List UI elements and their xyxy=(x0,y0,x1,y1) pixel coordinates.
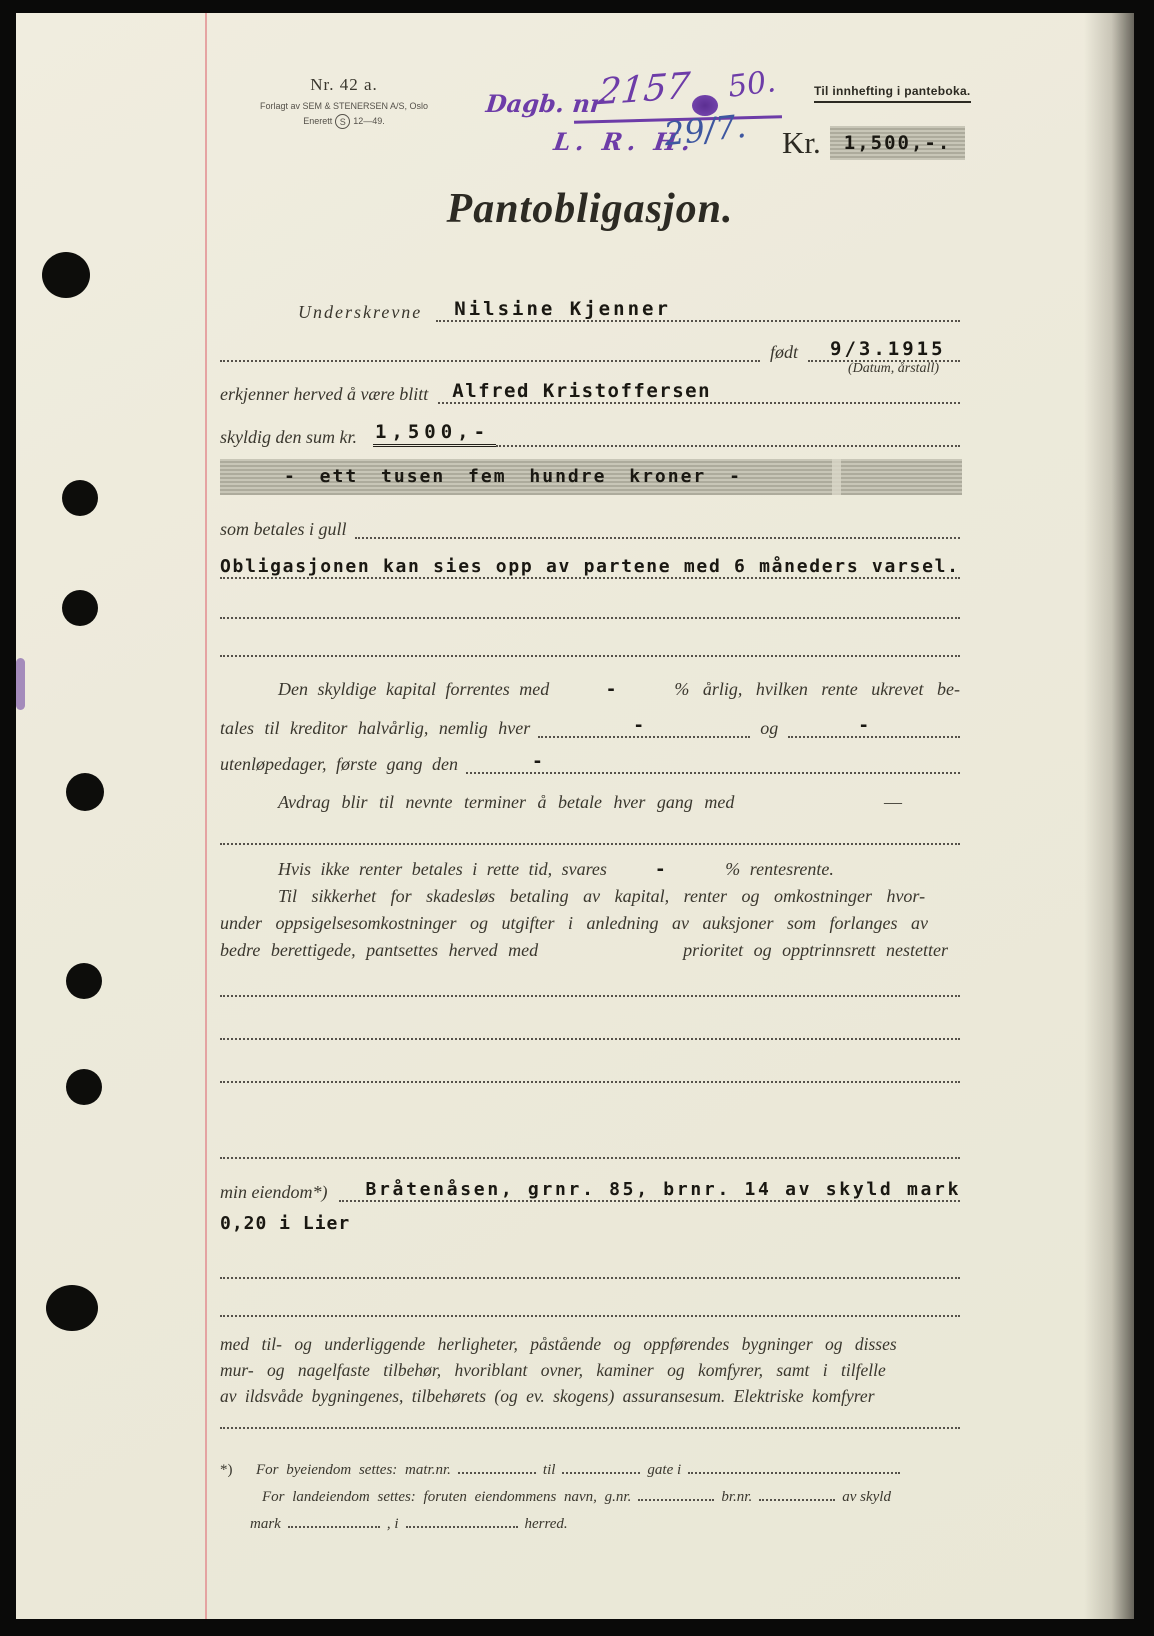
document-title: Pantobligasjon. xyxy=(446,186,734,232)
termination-field xyxy=(220,558,960,579)
typed-dash: - xyxy=(531,751,545,773)
blank-line xyxy=(220,655,960,657)
footnote-text: til xyxy=(542,1462,556,1478)
born-label: født xyxy=(770,341,799,362)
footnote-text: av skyld xyxy=(842,1489,891,1505)
punch-hole xyxy=(42,252,90,298)
debtor-name-field xyxy=(436,300,960,322)
amount-words-band xyxy=(220,459,962,495)
typed-dash: - xyxy=(605,679,619,700)
security-line-1 xyxy=(220,886,960,906)
blank-line xyxy=(220,1277,960,1279)
blank-line xyxy=(220,1081,960,1083)
daybook-year-handwritten: 50. xyxy=(726,64,778,105)
footnote-text: herred. xyxy=(524,1516,568,1532)
term-field xyxy=(538,717,750,738)
gold-clause-label: som betales i gull xyxy=(220,518,347,539)
property-field xyxy=(339,1181,960,1202)
blank-gap xyxy=(638,1488,714,1501)
property-row xyxy=(220,1170,960,1202)
daybook-number-handwritten: 2157 xyxy=(595,65,692,114)
acknowledge-label: erkjenner herved å være blitt xyxy=(220,383,429,404)
blank-gap xyxy=(406,1515,518,1528)
footnote-text: , i xyxy=(386,1516,399,1532)
appurtenance-text: mur- og nagelfaste tilbehør, hvoriblant ovner, kaminer og komfyrer, samt i tilfelle xyxy=(220,1360,886,1380)
creditor-name-field xyxy=(438,382,960,404)
sum-row xyxy=(220,415,960,447)
punch-hole xyxy=(62,480,98,516)
security-text: prioritet og opptrinnsrett nestetter xyxy=(683,940,948,960)
publisher-enerett: Enerett xyxy=(303,115,333,126)
birthdate-row xyxy=(220,330,960,362)
gold-clause-row xyxy=(220,507,960,539)
appurtenance-line-1 xyxy=(220,1335,960,1355)
debtor-name-value: Nilsine Kjenner xyxy=(454,298,671,321)
appurtenance-line-2 xyxy=(220,1361,960,1381)
interest-line-3 xyxy=(220,742,960,774)
interest-text: Den skyldige kapital forrentes med xyxy=(278,679,550,699)
birthdate-hint: (Datum, årstall) xyxy=(848,361,939,376)
blank-gap xyxy=(562,1461,640,1474)
blank-line xyxy=(220,995,960,997)
security-text: Til sikkerhet for skadesløs betaling av kapital, renter og omkostninger hvor- xyxy=(278,886,926,906)
blank-line xyxy=(220,1157,960,1159)
footnote-text: For landeiendom settes: foruten eiendommens navn, g.nr. xyxy=(262,1489,632,1505)
termination-row xyxy=(220,547,960,579)
debtor-row xyxy=(220,290,960,322)
interest-line-1 xyxy=(220,679,960,700)
footnote-text: br.nr. xyxy=(721,1489,753,1505)
publisher-edition-code: 12—49. xyxy=(353,115,385,126)
form-number: Nr. 42 a. xyxy=(310,75,378,94)
property-entry: 0,20 i Lier xyxy=(220,1213,351,1234)
footnote-line-rural xyxy=(262,1488,965,1515)
appurtenance-text: av ildsvåde bygningenes, tilbehørets (og ev. skogens) assuransesum. Elektriske komfyrer xyxy=(220,1386,875,1406)
footnote-block xyxy=(220,1461,965,1542)
security-line-3 xyxy=(220,940,960,960)
punch-hole xyxy=(62,590,98,626)
typed-dash: - xyxy=(858,715,871,737)
punch-hole xyxy=(66,773,104,811)
footnote-text: gate i xyxy=(647,1462,682,1478)
footnote-marker: *) xyxy=(220,1462,233,1478)
blank-field xyxy=(355,537,961,539)
appurtenance-line-3 xyxy=(220,1387,960,1407)
property-label: min eiendom*) xyxy=(220,1181,328,1202)
blank-gap xyxy=(288,1515,380,1528)
security-line-2 xyxy=(220,913,960,933)
amount-label: Kr. xyxy=(782,125,821,160)
publisher-line: Forlagt av SEM & STENERSEN A/S, Oslo xyxy=(259,101,429,111)
sum-label: skyldig den sum kr. xyxy=(220,426,357,447)
publisher-block xyxy=(244,75,444,129)
footnote-text: mark xyxy=(250,1516,281,1532)
term-field xyxy=(788,717,960,738)
underskrevne-label: Underskrevne xyxy=(298,301,423,322)
og-label: og xyxy=(760,717,779,738)
document-page xyxy=(16,13,1134,1619)
creditor-row xyxy=(220,372,960,404)
date-handwritten: 29/7. xyxy=(662,106,748,154)
security-text: bedre berettigede, pantsettes herved med xyxy=(220,940,539,960)
appurtenance-text: med til- og underliggende herligheter, påstående og oppførendes bygninger og disses xyxy=(220,1334,897,1354)
blank-gap xyxy=(759,1488,835,1501)
footnote-line-city xyxy=(220,1461,965,1488)
blank-line xyxy=(220,1038,960,1040)
termination-clause: Obligasjonen kan sies opp av partene med 6 måneders varsel. xyxy=(220,556,960,578)
penalty-text: Hvis ikke renter betales i rette tid, svares xyxy=(278,859,607,879)
binding-note: Til innhefting i panteboka. xyxy=(814,84,971,103)
footnote-text: For byeiendom settes: matr.nr. xyxy=(256,1462,451,1478)
daybook-stamp-label: Dagb. nr xyxy=(484,89,605,118)
interest-text: % årlig, hvilken rente ukrevet be- xyxy=(674,679,960,699)
ink-smudge xyxy=(16,658,25,710)
creditor-name-value: Alfred Kristoffersen xyxy=(452,380,712,403)
amount-value: 1,500,-. xyxy=(830,126,966,160)
daybook-stamp xyxy=(482,64,812,183)
punch-hole xyxy=(66,963,102,999)
amount-header xyxy=(782,125,965,161)
birthdate-value: 9/3.1915 xyxy=(830,338,946,361)
em-dash: — xyxy=(884,792,902,812)
amount-in-words: - ett tusen fem hundre kroner - xyxy=(284,465,742,487)
penalty-line xyxy=(220,859,960,880)
blank-gap xyxy=(688,1461,900,1474)
date-field xyxy=(466,753,960,774)
interest-text: tales til kreditor halvårlig, nemlig hver xyxy=(220,717,531,738)
punch-hole xyxy=(46,1285,98,1331)
typed-dash: - xyxy=(654,859,668,880)
blank-field xyxy=(220,360,760,362)
publisher-logo-icon: S xyxy=(335,114,350,129)
installment-line xyxy=(220,792,960,812)
blank-line xyxy=(220,617,960,619)
interest-text: utenløpedager, første gang den xyxy=(220,753,458,774)
punch-hole xyxy=(66,1069,102,1105)
security-text: under oppsigelsesomkostninger og utgifter i anledning av auksjoner som forlanges av xyxy=(220,913,928,933)
blank-field xyxy=(496,445,960,447)
blank-gap xyxy=(458,1461,536,1474)
blank-line xyxy=(220,1315,960,1317)
sum-value: 1,500,- xyxy=(373,423,496,447)
footnote-line-rural-2 xyxy=(250,1515,965,1542)
penalty-text: % rentesrente. xyxy=(725,859,834,879)
blank-line xyxy=(220,1427,960,1429)
birthdate-field xyxy=(808,340,960,362)
margin-rule xyxy=(205,13,207,1619)
typed-dash: - xyxy=(633,715,646,737)
publisher-imprint xyxy=(244,100,444,129)
blank-line xyxy=(220,843,960,845)
installment-text: Avdrag blir til nevnte terminer å betale hver gang med xyxy=(278,792,735,812)
registrar-initials-stamp: L. R. H. xyxy=(551,127,698,156)
property-row-2 xyxy=(220,1215,960,1234)
property-entry: Bråtenåsen, grnr. 85, brnr. 14 av skyld mark xyxy=(365,1179,962,1201)
interest-line-2 xyxy=(220,706,960,738)
